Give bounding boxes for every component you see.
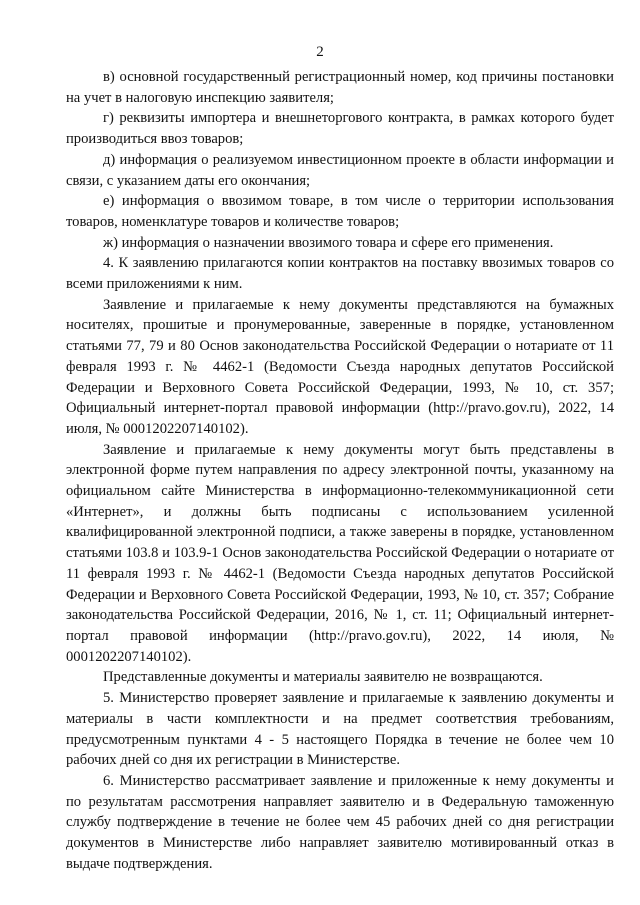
paragraph-clause-6: 6. Министерство рассматривает заявление и приложенные к нему документы и по результатам рассмотрения направляет заявителю и в Федеральную таможенную службу подтверждение в течение не более чем 45 рабочих дней со дня регистрации документов в Министерстве либо направляет заявителю мотивированный отказ в выдаче подтверждения. xyxy=(66,772,614,872)
page-number: 2 xyxy=(316,44,324,60)
paragraph-item-d: д) информация о реализуемом инвестиционном проекте в области информации и связи, с указанием даты его окончания; xyxy=(66,151,614,189)
paragraph-clause-4: 4. К заявлению прилагаются копии контрактов на поставку ввозимых товаров со всеми приложениями к ним. xyxy=(66,255,614,293)
paragraph-clause-5: 5. Министерство проверяет заявление и прилагаемые к заявлению документы и материалы в части комплектности и на предмет соответствия требованиям, предусмотренным пунктами 4 - 5 настоящего Порядка в течение не более чем 10 рабочих дней со дня их регистрации в Министерстве. xyxy=(66,690,614,769)
paragraph-item-zh: ж) информация о назначении ввозимого товара и сфере его применения. xyxy=(103,234,554,251)
paragraph-item-v: в) основной государственный регистрационный номер, код причины постановки на учет в налоговую инспекцию заявителя; xyxy=(66,69,614,106)
paragraph-electronic-submission: Заявление и прилагаемые к нему документы могут быть представлены в электронной форме путем направления по адресу электронной почты, указанному на официальном сайте Министерства в информационно-телекоммуникационной сети «Интернет», и должны быть подписаны с использованием усиленной квалифицированной электронной подписи, а также заверены в порядке, установленном статьями 103.8 и 103.9-1 Основ законодательства Российской Федерации о нотариате от 11 февраля 1993 г. № 4462-1 (Ведомости Съезда народных депутатов Российской Федерации и Верховного Совета Российской Федерации, 1993, № 10, ст. 357; Собрание законодательства Российской Федерации, 2016, № 1, ст. 11; Официальный интернет-портал правовой информации (http://pravo.gov.ru), 2022, 14 июля, № 0001202207140102). xyxy=(66,441,614,665)
paragraph-paper-submission: Заявление и прилагаемые к нему документы представляются на бумажных носителях, прошитые и пронумерованные, заверенные в порядке, установленном статьями 77, 79 и 80 Основ законодательства Российской Федерации о нотариате от 11 февраля 1993 г. № 4462-1 (Ведомости Съезда народных депутатов Российской Федерации и Верховного Совета Российской Федерации, 1993, № 10, ст. 357; Официальный интернет-портал правовой информации (http://pravo.gov.ru), 2022, 14 июля, № 0001202207140102). xyxy=(66,296,614,437)
paragraph-no-return: Представленные документы и материалы заявителю не возвращаются. xyxy=(103,669,543,686)
paragraph-item-e: е) информация о ввозимом товаре, в том числе о территории использования товаров, номенклатуре товаров и количестве товаров; xyxy=(66,193,614,230)
document-body xyxy=(66,67,614,874)
paragraph-item-g: г) реквизиты импортера и внешнеторгового контракта, в рамках которого будет производиться ввоз товаров; xyxy=(66,110,614,148)
